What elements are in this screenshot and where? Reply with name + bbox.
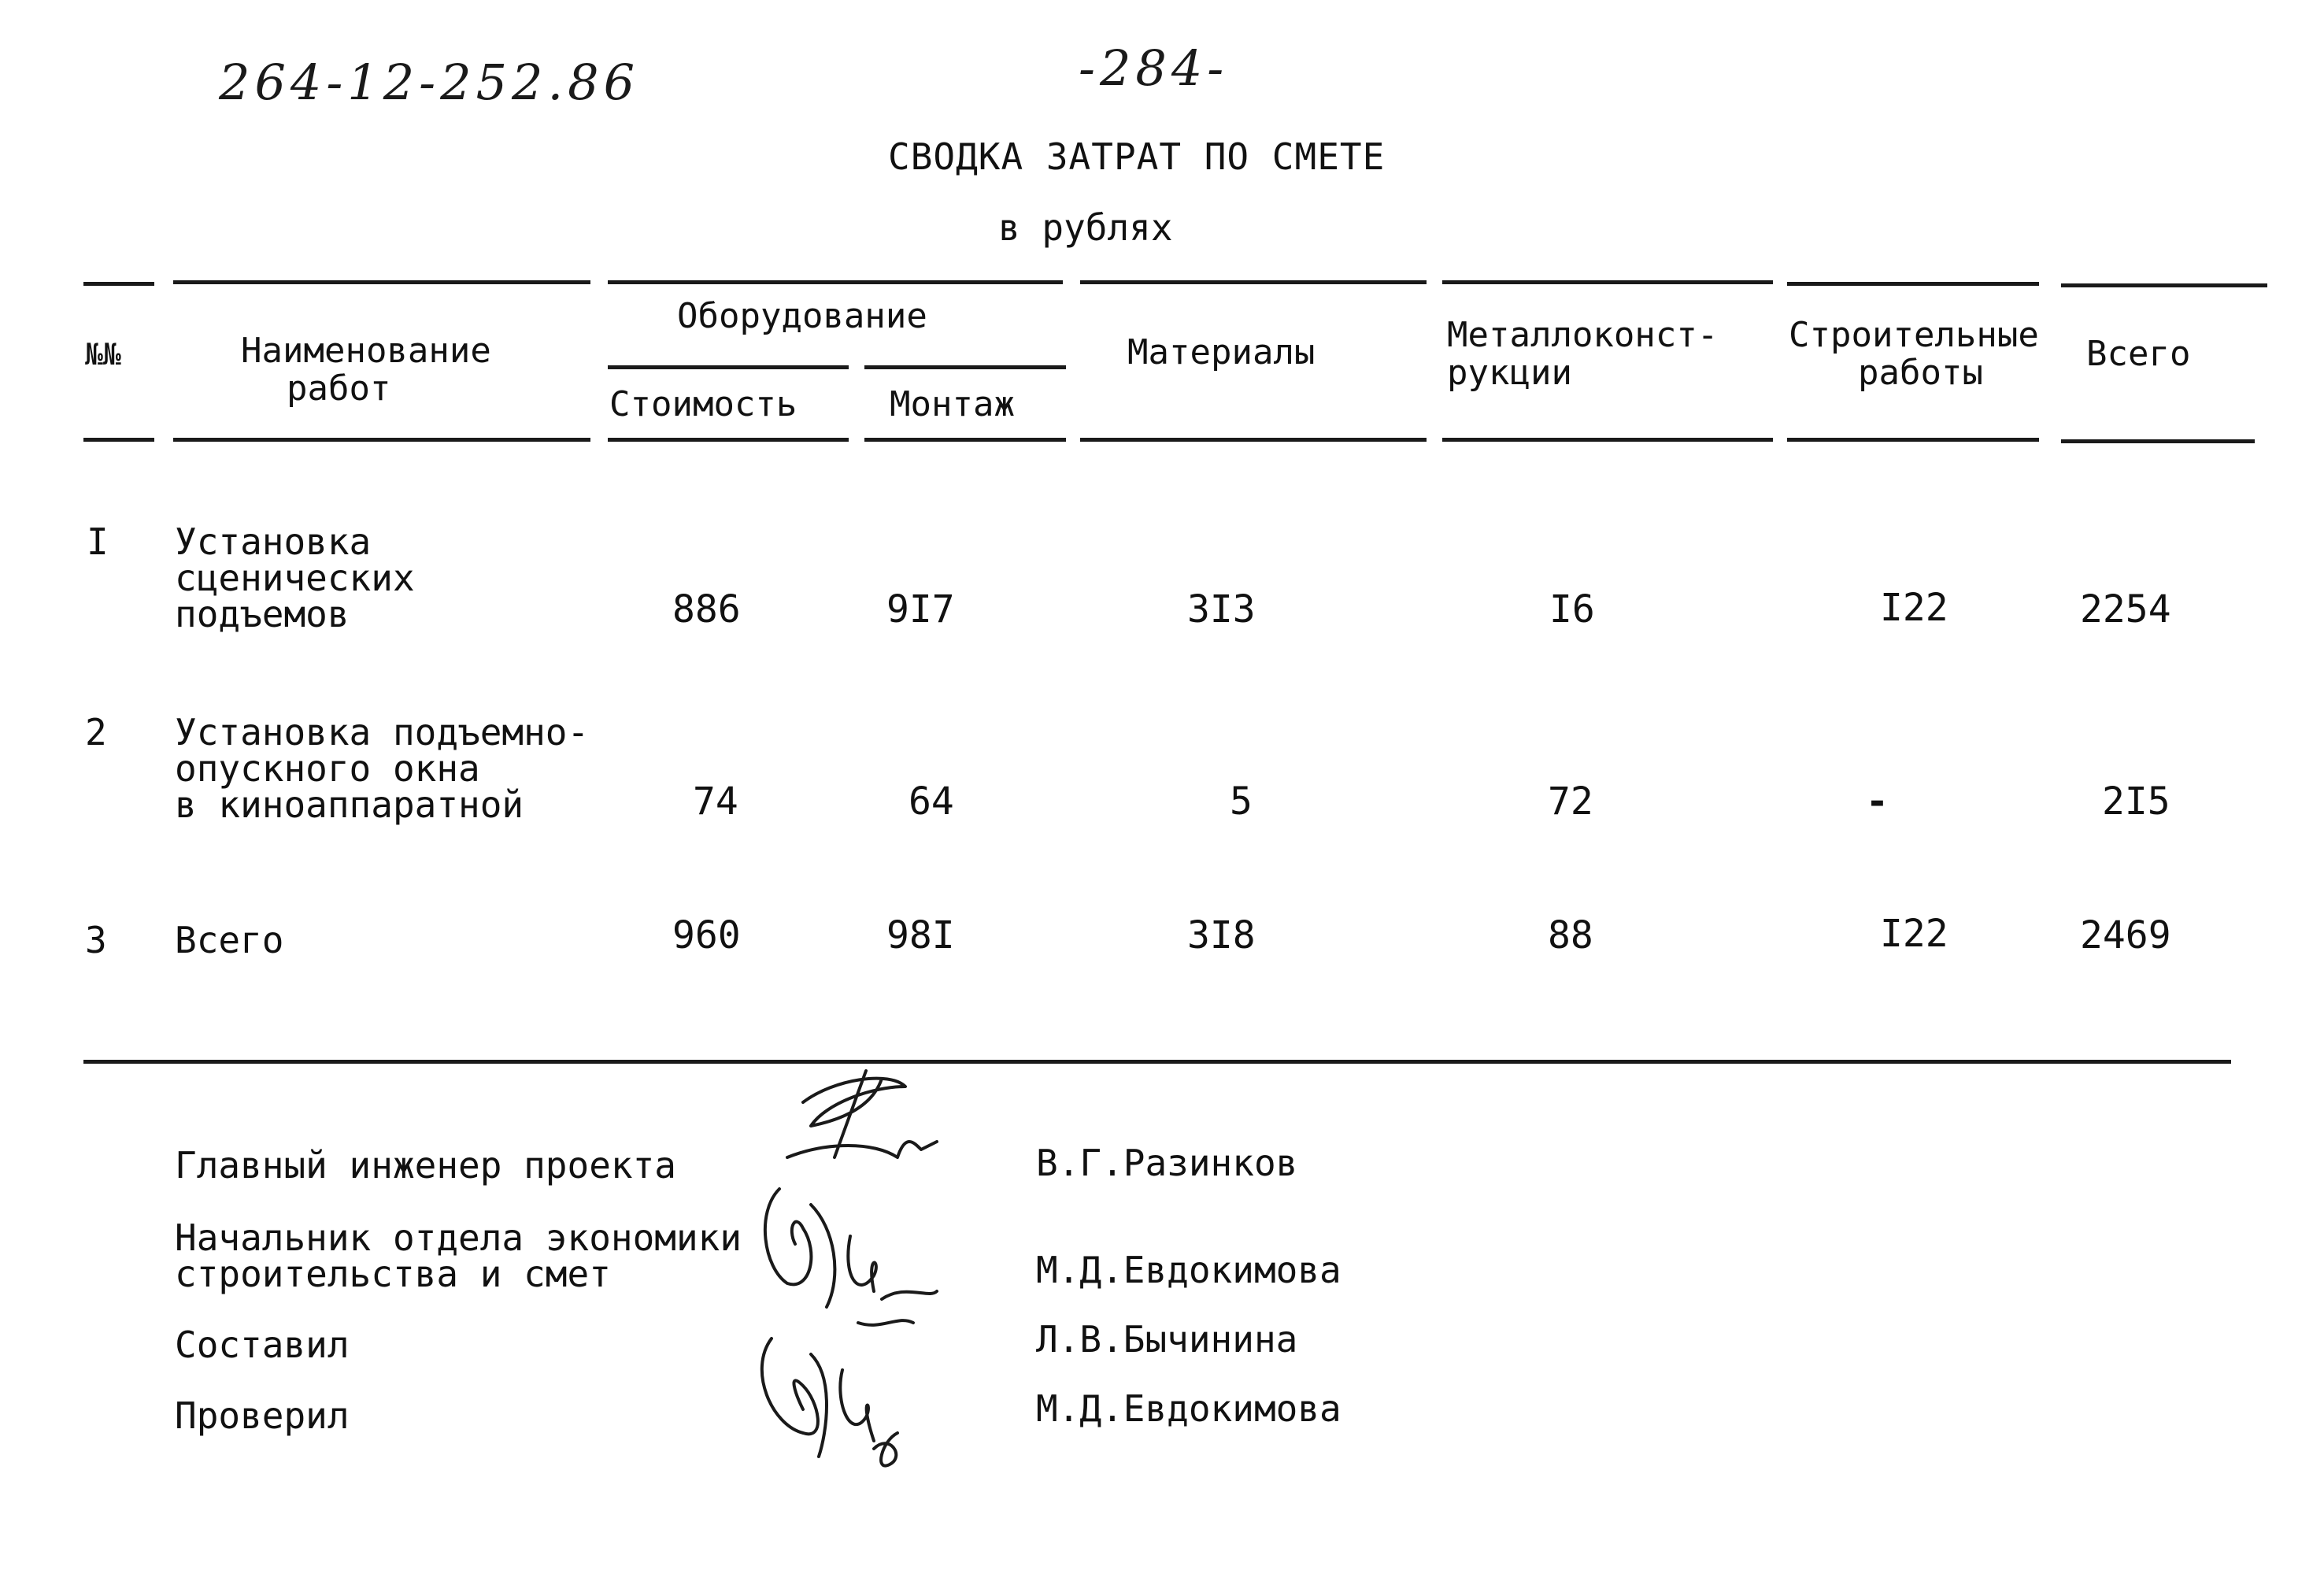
row-number: I bbox=[87, 520, 109, 563]
header-cost: Стоимость bbox=[609, 384, 797, 424]
header-construction-line2: работы bbox=[1858, 353, 1983, 393]
header-construction-line1: Строительные bbox=[1789, 315, 2039, 355]
header-install: Монтаж bbox=[890, 384, 1015, 424]
cell-metal: 72 bbox=[1548, 779, 1593, 824]
header-equipment: Оборудование bbox=[677, 296, 927, 336]
page-number: -284- bbox=[1079, 39, 1229, 97]
signer-role: Главный инженер проекта bbox=[175, 1144, 676, 1187]
header-metal-line2: рукции bbox=[1447, 353, 1572, 393]
header-materials: Материалы bbox=[1127, 332, 1316, 372]
cell-metal: I6 bbox=[1549, 587, 1595, 631]
signer-role: Проверил bbox=[175, 1394, 350, 1437]
row-name-line: опускного окна bbox=[175, 747, 480, 790]
cell-total: 2254 bbox=[2080, 587, 2171, 631]
unit-note: в рублях bbox=[998, 206, 1173, 249]
signer-role: строительства и смет bbox=[175, 1253, 611, 1295]
header-num: №№ bbox=[85, 337, 121, 372]
cell-materials: 5 bbox=[1230, 779, 1253, 824]
row-number: 3 bbox=[85, 919, 107, 961]
cell-install: 9I7 bbox=[886, 587, 955, 631]
row-name-line: Установка bbox=[175, 520, 372, 563]
cell-total: 2I5 bbox=[2102, 779, 2170, 824]
document-code: 264-12-252.86 bbox=[219, 54, 640, 111]
row-name-line: Всего bbox=[175, 919, 284, 961]
signer-name: В.Г.Разинков bbox=[1036, 1142, 1298, 1184]
header-name-line1: Наименование bbox=[241, 331, 491, 371]
cell-cost: 960 bbox=[672, 913, 741, 957]
row-name-line: сценических bbox=[175, 557, 415, 599]
page-title: СВОДКА ЗАТРАТ ПО СМЕТЕ bbox=[888, 135, 1386, 178]
row-name-line: подъемов bbox=[175, 593, 350, 635]
cell-install: 98I bbox=[886, 913, 955, 957]
table-bottom-rule bbox=[83, 1060, 2231, 1064]
cell-install: 64 bbox=[909, 779, 954, 824]
signature-scribble bbox=[779, 1071, 953, 1189]
cell-total: 2469 bbox=[2080, 913, 2171, 957]
signer-name: Л.В.Бычинина bbox=[1036, 1318, 1298, 1361]
cell-construction: I22 bbox=[1880, 912, 1948, 956]
signer-name: М.Д.Евдокимова bbox=[1036, 1249, 1341, 1291]
header-total: Всего bbox=[2086, 334, 2191, 374]
signature-scribble bbox=[756, 1323, 960, 1480]
signer-role: Составил bbox=[175, 1324, 350, 1366]
cell-construction: I22 bbox=[1880, 586, 1948, 630]
cell-materials: 3I8 bbox=[1187, 913, 1256, 957]
cell-materials: 3I3 bbox=[1187, 587, 1256, 631]
cell-cost: 74 bbox=[693, 779, 738, 824]
signer-name: М.Д.Евдокимова bbox=[1036, 1387, 1341, 1430]
signature-scribble bbox=[756, 1181, 960, 1338]
row-name-line: в киноаппаратной bbox=[175, 783, 524, 826]
signer-role: Начальник отдела экономики bbox=[175, 1216, 742, 1259]
cell-construction: - bbox=[1866, 779, 1889, 824]
header-metal-line1: Металлоконст- bbox=[1447, 315, 1719, 355]
header-name-line2: работ bbox=[287, 368, 391, 409]
cell-cost: 886 bbox=[672, 587, 741, 631]
cell-metal: 88 bbox=[1548, 913, 1593, 957]
row-name-line: Установка подъемно- bbox=[175, 711, 590, 753]
row-number: 2 bbox=[85, 711, 107, 753]
